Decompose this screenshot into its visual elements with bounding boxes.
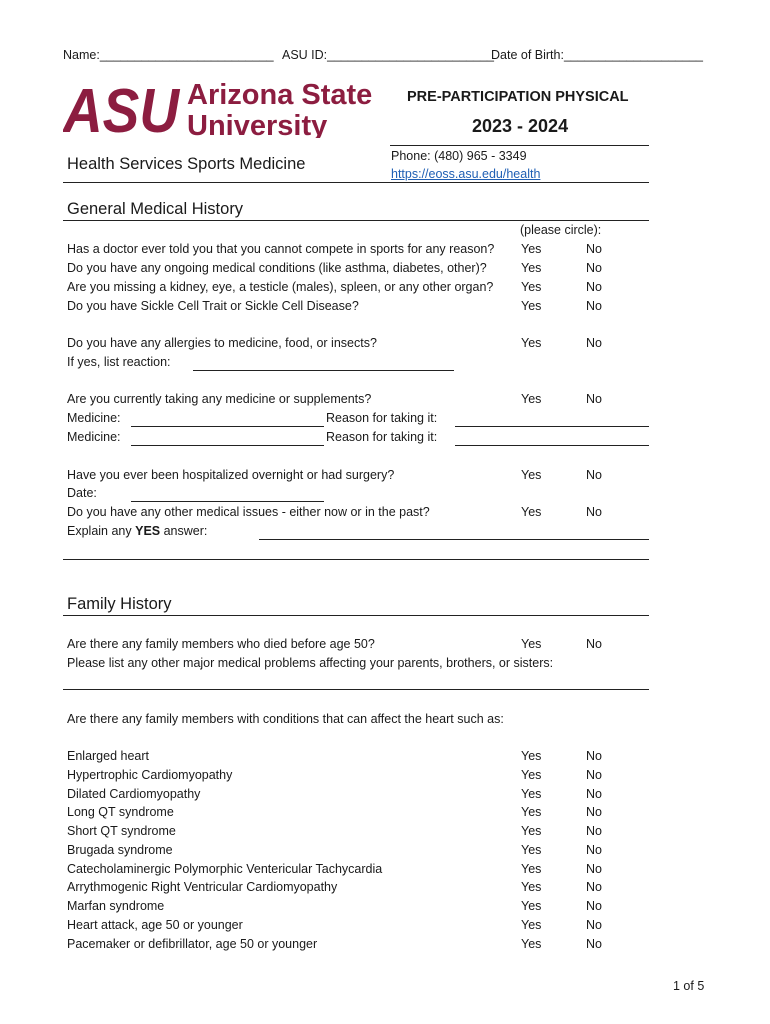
yes-option[interactable]: Yes [521,899,542,913]
medicine-label: Medicine: [67,430,121,444]
family-history-heading: Family History [67,595,172,613]
no-option[interactable]: No [586,242,602,256]
no-option[interactable]: No [586,768,602,782]
title-divider [390,145,649,146]
question-family-heart-conditions: Are there any family members with conditions that can affect the heart such as: [67,712,504,726]
no-option[interactable]: No [586,637,602,651]
question-missing-organ: Are you missing a kidney, eye, a testicle (males), spleen, or any other organ? [67,280,494,294]
general-history-heading: General Medical History [67,200,244,218]
question-ongoing-conditions: Do you have any ongoing medical conditions (like asthma, diabetes, other)? [67,261,487,275]
heart-condition-item: Catecholaminergic Polymorphic Ventericular Tachycardia [67,862,383,876]
question-family-problems: Please list any other major medical problems affecting your parents, brothers, or sisters: [67,656,554,670]
question-sickle-cell: Do you have Sickle Cell Trait or Sickle Cell Disease? [67,299,359,313]
yes-option[interactable]: Yes [521,862,542,876]
no-option[interactable]: No [586,787,602,801]
no-option[interactable]: No [586,261,602,275]
no-option[interactable]: No [586,505,602,519]
no-option[interactable]: No [586,468,602,482]
question-allergies: Do you have any allergies to medicine, food, or insects? [67,336,377,350]
no-option[interactable]: No [586,880,602,894]
general-section-divider [63,559,649,560]
reason-field[interactable] [455,426,649,427]
asu-logo-graphic [63,78,373,138]
page-number: 1 of 5 [673,979,705,993]
heart-condition-item: Dilated Cardiomyopathy [67,787,201,801]
question-other-issues: Do you have any other medical issues - either now or in the past? [67,505,430,519]
general-heading-rule [63,220,649,221]
asu-logo-mark: ASU [63,78,181,138]
no-option[interactable]: No [586,824,602,838]
explain-field[interactable] [259,539,649,540]
yes-option[interactable]: Yes [521,787,542,801]
allergy-reaction-label: If yes, list reaction: [67,355,171,369]
family-heading-rule [63,615,649,616]
no-option[interactable]: No [586,899,602,913]
form-title: PRE-PARTICIPATION PHYSICAL [407,89,629,105]
no-option[interactable]: No [586,937,602,951]
yes-option[interactable]: Yes [521,749,542,763]
reason-label: Reason for taking it: [326,430,438,444]
name-field-label[interactable]: Name:_________________________ [63,48,274,62]
yes-option[interactable]: Yes [521,336,542,350]
heart-condition-item: Pacemaker or defibrillator, age 50 or younger [67,937,318,951]
explain-yes-emphasis: YES [135,524,161,538]
dob-field-label[interactable]: Date of Birth:____________________ [491,48,703,62]
asu-logo-line1: Arizona State [187,79,373,111]
heart-condition-item: Arrythmogenic Right Ventricular Cardiomyopathy [67,880,338,894]
yes-option[interactable]: Yes [521,299,542,313]
asu-logo-line2: University [187,110,328,138]
yes-option[interactable]: Yes [521,242,542,256]
yes-option[interactable]: Yes [521,937,542,951]
yes-option[interactable]: Yes [521,768,542,782]
yes-option[interactable]: Yes [521,468,542,482]
heart-condition-item: Hypertrophic Cardiomyopathy [67,768,233,782]
question-medicine: Are you currently taking any medicine or supplements? [67,392,372,406]
asu-id-field-label[interactable]: ASU ID:________________________ [282,48,494,62]
no-option[interactable]: No [586,918,602,932]
no-option[interactable]: No [586,749,602,763]
no-option[interactable]: No [586,392,602,406]
reason-label: Reason for taking it: [326,411,438,425]
question-cannot-compete: Has a doctor ever told you that you cannot compete in sports for any reason? [67,242,495,256]
yes-option[interactable]: Yes [521,637,542,651]
reason-field[interactable] [455,445,649,446]
heart-condition-item: Long QT syndrome [67,805,174,819]
heart-condition-item: Short QT syndrome [67,824,176,838]
no-option[interactable]: No [586,862,602,876]
question-hospitalized: Have you ever been hospitalized overnight or had surgery? [67,468,395,482]
no-option[interactable]: No [586,336,602,350]
yes-option[interactable]: Yes [521,918,542,932]
allergy-reaction-field[interactable] [193,370,454,371]
date-label: Date: [67,486,97,500]
yes-option[interactable]: Yes [521,505,542,519]
asu-logo [63,78,373,141]
question-family-died-young: Are there any family members who died before age 50? [67,637,375,651]
department-name: Health Services Sports Medicine [67,155,306,173]
no-option[interactable]: No [586,843,602,857]
yes-option[interactable]: Yes [521,843,542,857]
no-option[interactable]: No [586,280,602,294]
yes-option[interactable]: Yes [521,805,542,819]
heart-condition-item: Enlarged heart [67,749,150,763]
heart-condition-item: Brugada syndrome [67,843,173,857]
medicine-label: Medicine: [67,411,121,425]
explain-label: Explain any YES answer: [67,524,208,538]
form-year: 2023 - 2024 [472,116,569,136]
yes-option[interactable]: Yes [521,280,542,294]
heart-condition-item: Heart attack, age 50 or younger [67,918,243,932]
circle-instruction: (please circle): [520,223,602,237]
yes-option[interactable]: Yes [521,392,542,406]
yes-option[interactable]: Yes [521,880,542,894]
date-field[interactable] [131,501,324,502]
phone-number: Phone: (480) 965 - 3349 [391,149,527,163]
medicine-field[interactable] [131,426,324,427]
header-divider [63,182,649,183]
no-option[interactable]: No [586,299,602,313]
medicine-field[interactable] [131,445,324,446]
family-problems-field[interactable] [63,689,649,690]
yes-option[interactable]: Yes [521,824,542,838]
health-website-link[interactable]: https://eoss.asu.edu/health [391,167,541,181]
heart-condition-item: Marfan syndrome [67,899,165,913]
yes-option[interactable]: Yes [521,261,542,275]
no-option[interactable]: No [586,805,602,819]
